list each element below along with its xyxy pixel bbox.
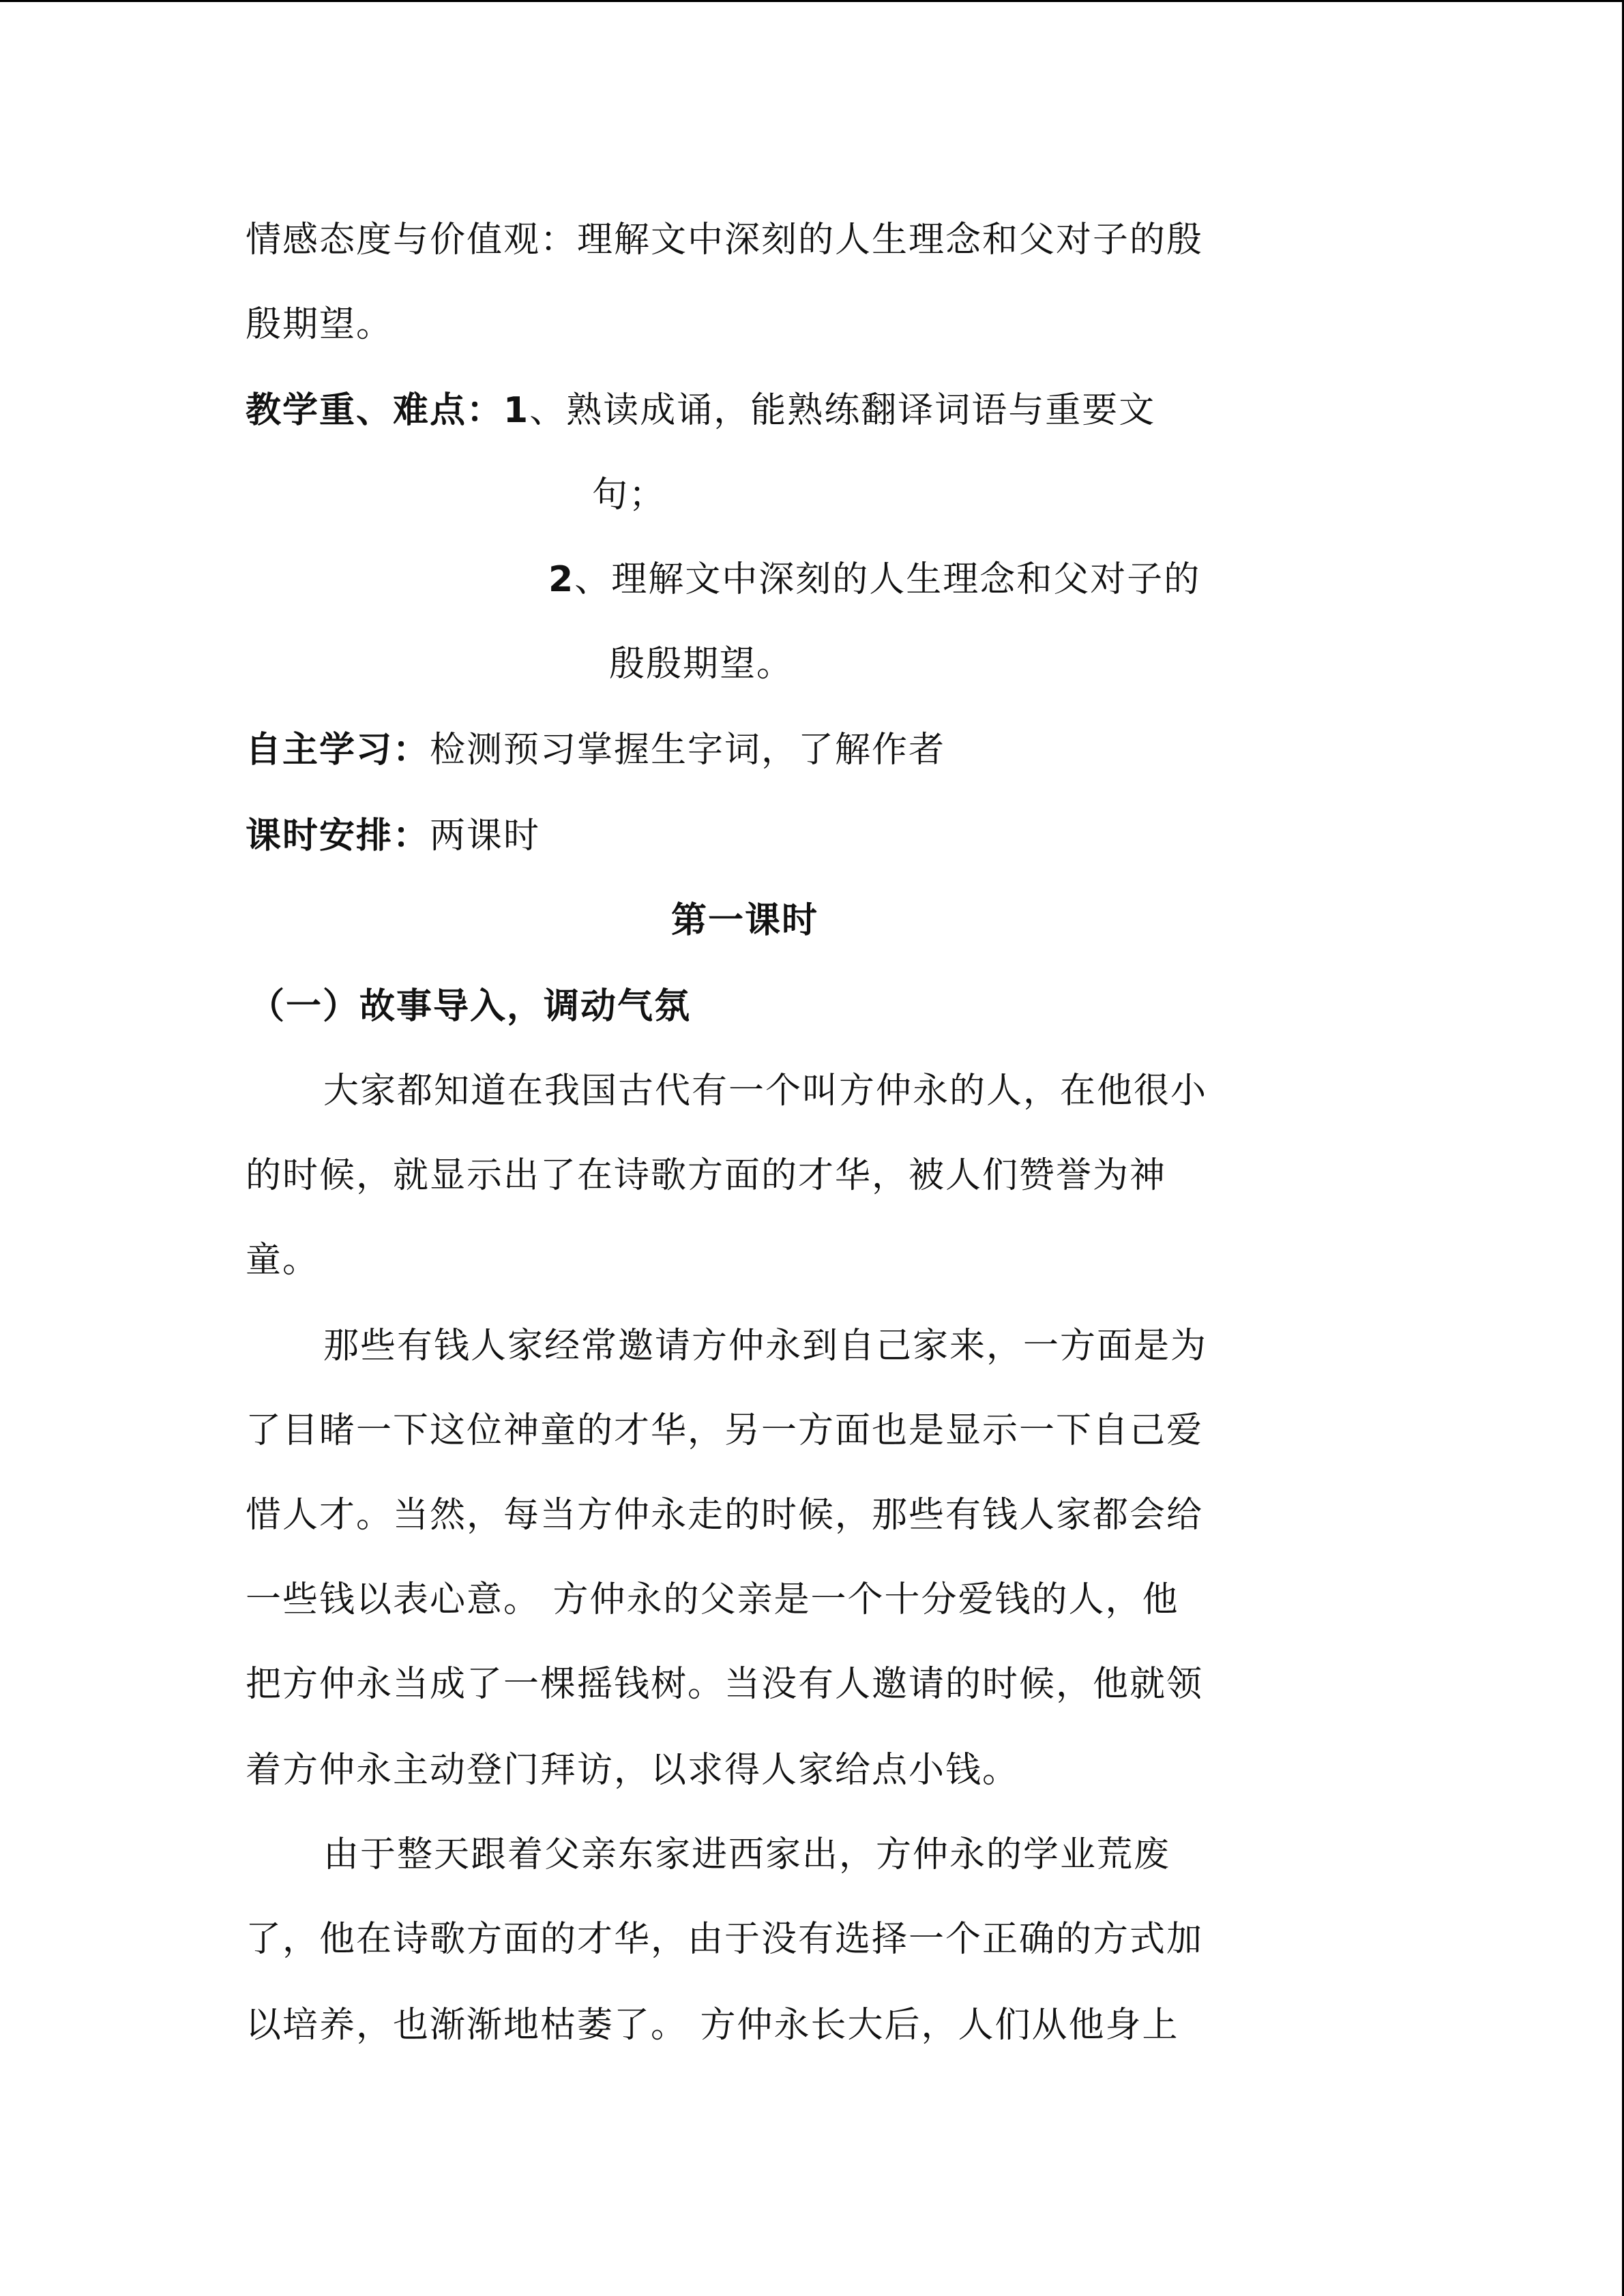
paragraph-3-line-2: 了，他在诗歌方面的才华，由于没有选择一个正确的方式加 [246,1919,1204,1960]
schedule-label: 课时安排： [246,816,430,856]
emotion-objective-line-1 [246,220,1203,260]
key-point-1-text: 、熟读成诵，能熟练翻译词语与重要文 [529,390,1156,431]
paragraph-3-line-3: 以培养，也渐渐地枯萎了。 方仲永长大后，人们从他身上 [246,2005,1179,2046]
paragraph-2-line-2: 了目睹一下这位神童的才华，另一方面也是显示一下自己爱 [246,1410,1204,1451]
paragraph-2-line-3: 惜人才。当然，每当方仲永走的时候，那些有钱人家都会给 [246,1495,1204,1536]
paragraph-2-line-6: 着方仲永主动登门拜访，以求得人家给点小钱。 [246,1750,1020,1791]
paragraph-2-line-5: 把方仲永当成了一棵摇钱树。当没有人邀请的时候，他就领 [246,1664,1204,1705]
paragraph-1-line-3: 童。 [246,1240,320,1281]
key-points-line-1 [246,390,1155,431]
lesson-title: 第一课时 [671,900,819,941]
emotion-objective-text: 理解文中深刻的人生理念和父对子的殷 [577,220,1204,260]
key-point-1-number: 1 [503,390,530,431]
paragraph-2-line-4: 一些钱以表心意。 方仲永的父亲是一个十分爱钱的人，他 [246,1579,1179,1620]
schedule-line [246,816,540,856]
schedule-text: 两课时 [430,816,541,856]
self-study-text: 检测预习掌握生字词，了解作者 [430,730,946,771]
key-point-2-line-1 [548,559,1200,600]
paragraph-2-line-1: 那些有钱人家经常邀请方仲永到自己家来，一方面是为 [323,1326,1208,1367]
emotion-objective-line-2: 殷期望。 [246,304,394,345]
paragraph-1-line-2: 的时候，就显示出了在诗歌方面的才华，被人们赞誉为神 [246,1155,1167,1196]
paragraph-1-line-1: 大家都知道在我国古代有一个叫方仲永的人，在他很小 [323,1071,1208,1112]
key-point-2-line-2: 殷殷期望。 [609,644,794,685]
key-point-1-line-2: 句； [592,475,666,516]
paragraph-3-line-1: 由于整天跟着父亲东家进西家出，方仲永的学业荒废 [323,1834,1171,1875]
key-point-2-text: 、理解文中深刻的人生理念和父对子的 [574,559,1201,600]
self-study-line [246,730,945,771]
emotion-objective-label: 情感态度与价值观： [246,220,578,260]
key-points-label: 教学重、难点： [246,390,504,431]
section-heading: （一）故事导入，调动气氛 [249,986,692,1027]
key-point-2-number: 2 [548,559,575,600]
page-border-top [0,0,1624,2]
self-study-label: 自主学习： [246,730,430,771]
